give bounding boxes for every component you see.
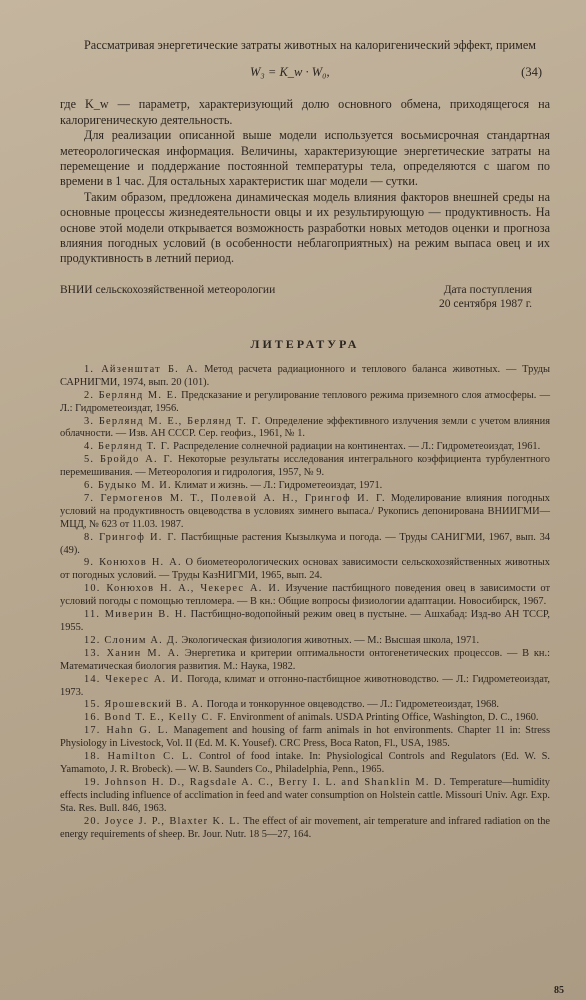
reference-item	[60, 364, 550, 390]
received-date-value: 20 сентября 1987 г.	[439, 297, 532, 310]
reference-text: Определение эффективного излучения земли с учетом влияния облачности. — Изв. АН СССР. Сер. геофиз., 1961, № 1.	[60, 415, 550, 440]
reference-item	[60, 725, 550, 751]
reference-item	[60, 416, 550, 442]
reference-item	[60, 583, 550, 609]
reference-author: 6. Будыко М. И.	[84, 480, 172, 492]
reference-author: 17. Hahn G. L.	[84, 725, 169, 737]
reference-text: Temperature—humidity effects including influence of acclimation in feed and water consumption on Holstein cattle. Missouri Univ. Agr. Exp. Sta. Res. Bull. 846, 1963.	[60, 776, 550, 814]
reference-item	[60, 816, 550, 842]
reference-item	[60, 390, 550, 416]
reference-text: О биометеорологических основах зависимости сельскохозяйственных животных от погодных условий. — Труды КазНИГМИ, 1965, вып. 24.	[60, 557, 550, 582]
received-date	[439, 283, 532, 311]
reference-text: Погода, климат и отгонно-пастбищное животноводство. — Л.: Гидрометеоиздат, 1973.	[60, 673, 550, 698]
reference-author: 12. Слоним А. Д.	[84, 634, 179, 646]
reference-author: 16. Bond T. E., Kelly C. F.	[84, 712, 228, 724]
reference-author: 2. Берлянд М. Е.	[84, 389, 178, 401]
reference-author: 13. Ханин М. А.	[84, 647, 181, 659]
reference-author: 14. Чекерес А. И.	[84, 673, 184, 685]
reference-author: 1. Айзенштат Б. А.	[84, 363, 199, 375]
reference-item	[60, 493, 550, 532]
page-number: 85	[554, 985, 564, 996]
formula-number: (34)	[521, 65, 542, 80]
institution: ВНИИ сельскохозяйственной метеорологии	[60, 283, 276, 296]
reference-text: Распределение солнечной радиации на континентах. — Л.: Гидрометеоиздат, 1961.	[170, 441, 541, 453]
reference-text: Энергетика и критерии оптимальности онтогенетических процессов. — В кн.: Математическая биология развития. М.: Наука, 1982.	[60, 647, 550, 672]
references-heading: ЛИТЕРАТУРА	[250, 336, 360, 351]
reference-item	[60, 712, 550, 725]
reference-text: Management and housing of farm animals in hot environments. Chapter 11 in: Stress Physiology in Livestock, Vol. II (Ed. M. K. Yousef). CRC Press, Boca Raton, Fl., USA, 1985.	[60, 725, 551, 750]
reference-author: 15. Ярошевский В. А.	[84, 699, 204, 711]
reference-author: 20. Joyce J. P., Blaxter K. L.	[84, 815, 241, 827]
reference-author: 4. Берлянд Т. Г.	[84, 441, 171, 453]
reference-author: 18. Hamilton C. L.	[84, 751, 194, 763]
reference-item	[60, 751, 550, 777]
formula: W₃ = K_w · W₀,	[250, 65, 330, 80]
reference-item	[60, 674, 550, 700]
reference-item	[60, 699, 550, 712]
reference-item	[60, 532, 550, 558]
reference-text: Климат и жизнь. — Л.: Гидрометеоиздат, 1971.	[171, 480, 383, 492]
reference-text: Изучение пастбищного поведения овец в зависимости от условий погоды с помощью тепломера. — В кн.: Общие вопросы физиологии адаптации. Новосибирск, 1967.	[60, 583, 550, 608]
formula-row	[60, 63, 550, 85]
reference-author: 10. Конюхов Н. А., Чекерес А. И.	[84, 583, 281, 595]
reference-author: 5. Бройдо А. Г.	[84, 454, 174, 466]
paragraph-definition: где K_w — параметр, характеризующий долю основного обмена, приходящегося на калоригеническую деятельность.	[60, 97, 550, 127]
paragraph-conclusion: Таким образом, предложена динамическая модель влияния факторов внешней среды на основные процессы жизнедеятельности овцы и их результирующую — продуктивность. На основе этой модели открывается возможность разработки новых методов оценки и прогноза влияния погодных условий (в особенности неблагоприятных) на режим выпаса овец и их продуктивность в летний период.	[60, 189, 550, 266]
reference-text: Пастбищно-водопойный режим овец в пустыне. — Ашхабад: Изд-во АН ТССР, 1955.	[60, 609, 550, 633]
reference-text: Моделирование влияния погодных условий на продуктивность овцеводства в условиях зимнего выпаса./ Рукопись депонирована ВНИИГМИ—МЦД, № 623 от 11.03. 1987.	[60, 492, 550, 530]
reference-text: Предсказание и регулирование теплового режима приземного слоя атмосферы. — Л.: Гидрометеоиздат, 1956.	[60, 389, 550, 414]
paragraph-intro: Рассматривая энергетические затраты животных на калоригенический эффект, примем	[84, 38, 536, 52]
reference-item	[60, 441, 550, 454]
reference-item	[60, 777, 550, 816]
received-date-label: Дата поступления	[443, 283, 532, 296]
reference-author: 11. Миверин В. Н.	[84, 609, 188, 621]
reference-author: 7. Гермогенов М. Т., Полевой А. Н., Грингоф И. Г.	[84, 492, 386, 504]
reference-text: Метод расчета радиационного и теплового баланса животных. — Труды САРНИГМИ, 1974, вып. 20 (101).	[60, 363, 551, 388]
reference-item	[60, 557, 550, 583]
reference-item	[60, 480, 550, 493]
paragraph-implementation: Для реализации описанной выше модели используется восьмисрочная стандартная метеорологическая информация. Величины, характеризующие энергетические затраты на перемещение и поддержание постоянной температуры тела, определяются с шагом по времени в 1 час. Для остальных характеристик шаг модели — сутки.	[60, 128, 550, 189]
reference-item	[60, 454, 550, 480]
reference-text: Экологическая физиология животных. — М.: Высшая школа, 1971.	[178, 634, 480, 646]
reference-text: The effect of air movement, air temperature and infrared radiation on the energy requirements of sheep. Br. Jour. Nutr. 18 5—27, 164.	[60, 815, 551, 840]
reference-item	[60, 635, 550, 648]
reference-author: 9. Конюхов Н. А.	[84, 557, 182, 569]
signature-block	[60, 283, 550, 319]
reference-text: Пастбищные растения Кызылкума и погода. — Труды САНИГМИ, 1967, вып. 34 (49).	[60, 531, 551, 556]
reference-item	[60, 609, 550, 635]
reference-text: Погода и тонкорунное овцеводство. — Л.: Гидрометеоиздат, 1968.	[203, 699, 500, 711]
references-list	[60, 364, 550, 842]
reference-text: Control of food intake. In: Physiological Controls and Regulators (Ed. W. S. Yamamoto, J. R. Brobeck). — W. B. Saunders Co., Philadelphia, Penn., 1965.	[60, 751, 550, 775]
reference-text: Environment of animals. USDA Printing Office, Washington, D. C., 1960.	[227, 712, 539, 724]
reference-author: 19. Johnson H. D., Ragsdale A. C., Berry I. L. and Shanklin M. D.	[84, 776, 447, 788]
reference-author: 8. Грингоф И. Г.	[84, 531, 178, 543]
reference-text: Некоторые результаты исследования интегрального коэффициента турбулентного перемешивания. — Метеорология и гидрология, 1957, № 9.	[60, 454, 550, 479]
reference-item	[60, 648, 550, 674]
reference-author: 3. Берлянд М. Е., Берлянд Т. Г.	[84, 415, 262, 427]
